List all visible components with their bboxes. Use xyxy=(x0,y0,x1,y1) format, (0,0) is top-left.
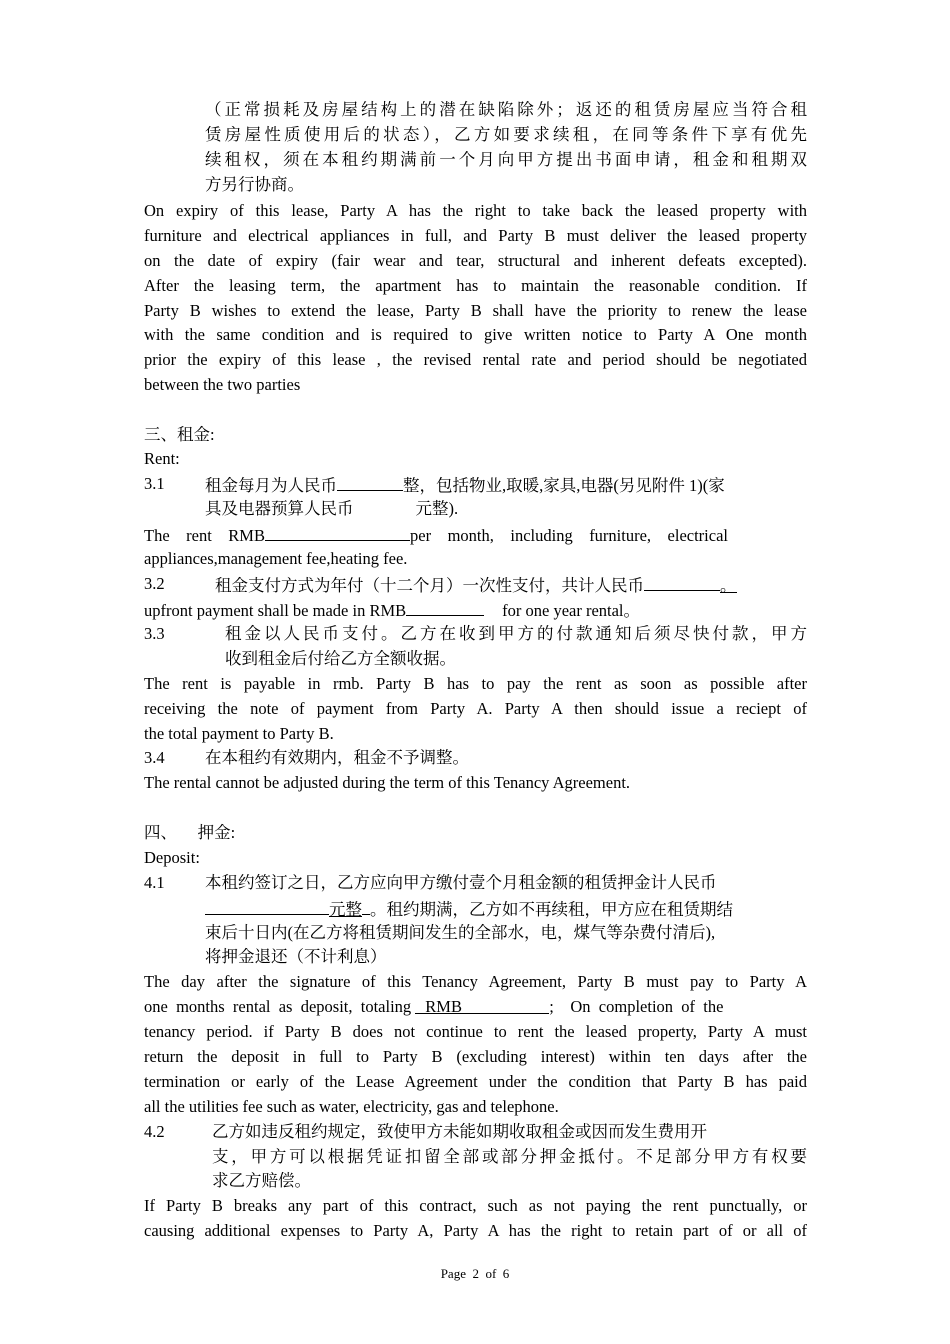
text: RMB xyxy=(425,997,462,1016)
clause-4-1-zh-line2 xyxy=(205,896,807,923)
en-text-line: The rent is payable in rmb. Party B has to pay the rent as soon as possible after xyxy=(144,674,807,693)
en-text-line: The rental cannot be adjusted during the term of this Tenancy Agreement. xyxy=(144,773,631,792)
clause-3-2-en xyxy=(144,597,807,624)
text: upfront payment shall be made in RMB xyxy=(144,601,407,620)
clause-4-1-en-line2 xyxy=(144,995,807,1020)
page-number-footer: Page 2 of 6 xyxy=(440,1266,510,1281)
zh-text-line: （正常损耗及房屋结构上的潜在缺陷除外；返还的租赁房屋应当符合租 xyxy=(205,100,807,119)
blank-underline xyxy=(265,522,410,541)
clause-number: 3.2 xyxy=(144,574,165,593)
text: 租金支付方式为年付（十二个月）一次性支付，共计人民币 xyxy=(215,576,644,595)
clause-number: 4.2 xyxy=(144,1122,165,1141)
clause-3-1-zh-line2 xyxy=(205,497,807,522)
zh-text-line: 方另行协商。 xyxy=(205,175,304,194)
en-text-line: causing additional expenses to Party A, Party A has the right to retain part of or all of xyxy=(144,1221,807,1240)
zh-text-line: 束后十日内(在乙方将租赁期间发生的全部水，电，煤气等杂费付清后), xyxy=(205,923,716,942)
text: one months rental as deposit, totaling xyxy=(144,997,412,1016)
en-text-line: between the two parties xyxy=(144,375,301,394)
text: per month, including furniture, electrical xyxy=(410,526,728,545)
en-text-line: furniture and electrical appliances in full, and Party B must deliver the leased property xyxy=(144,226,807,245)
en-text-line: Party B wishes to extend the lease, Party B shall have the priority to renew the lease xyxy=(144,301,807,320)
clause-number: 3.3 xyxy=(144,624,165,643)
text: 租金每月为人民币 xyxy=(205,476,337,495)
blank-underline xyxy=(362,896,370,915)
en-text-line: with the same condition and is required to give written notice to Party A One month xyxy=(144,325,807,344)
clause-number: 4.1 xyxy=(144,873,165,892)
zh-text-line: 将押金退还（不计利息） xyxy=(205,947,387,966)
clause-number: 3.1 xyxy=(144,474,165,493)
section-heading-en: Deposit: xyxy=(144,848,200,867)
en-text-line: After the leasing term, the apartment has to maintain the reasonable condition. If xyxy=(144,276,807,295)
en-text-line: return the deposit in full to Party B (excluding interest) within ten days after the xyxy=(144,1047,807,1066)
en-text-line: receiving the note of payment from Party A. Party A then should issue a reciept of xyxy=(144,699,807,718)
en-text-line: termination or early of the Lease Agreement under the condition that Party B has paid xyxy=(144,1072,807,1091)
text: 具及电器预算人民币 xyxy=(205,499,354,518)
zh-text-line: 本租约签订之日，乙方应向甲方缴付壹个月租金额的租赁押金计人民币 xyxy=(205,873,717,892)
en-text-line: prior the expiry of this lease , the revised rental rate and period should be negotiated xyxy=(144,350,807,369)
blank-underline xyxy=(644,572,720,591)
clause-3-1-zh-line1 xyxy=(205,472,807,499)
text: ; On completion of the xyxy=(549,997,724,1016)
text: 。租约期满，乙方如不再续租，甲方应在租赁期结 xyxy=(370,900,733,919)
en-text-line: appliances,management fee,heating fee. xyxy=(144,549,408,568)
section-heading-en: Rent: xyxy=(144,449,180,468)
text: 。 xyxy=(720,576,737,595)
text: for one year rental。 xyxy=(502,601,641,620)
zh-text-line: 乙方如违反租约规定，致使甲方未能如期收取租金或因而发生费用开 xyxy=(212,1122,707,1141)
zh-text-line: 支，甲方可以根据凭证扣留全部或部分押金抵付。不足部分甲方有权要 xyxy=(212,1147,807,1166)
text: The rent RMB xyxy=(144,526,265,545)
section-heading-zh: 四、 押金: xyxy=(144,823,236,842)
zh-text-line: 在本租约有效期内，租金不予调整。 xyxy=(205,748,469,767)
text: 整，包括物业,取暖,家具,电器(另见附件 1)(家 xyxy=(403,476,725,495)
en-text-line: on the date of expiry (fair wear and tear, structural and inherent defeats excepted). xyxy=(144,251,807,270)
clause-3-1-en-line1 xyxy=(144,522,807,549)
zh-text-line: 收到租金后付给乙方全额收据。 xyxy=(225,649,456,668)
blank-underline xyxy=(337,472,403,491)
blank-underline xyxy=(406,597,484,616)
en-text-line: The day after the signature of this Tenancy Agreement, Party B must pay to Party A xyxy=(144,972,807,991)
zh-text-line: 续租权，须在本租约期满前一个月向甲方提出书面申请，租金和租期双 xyxy=(205,150,807,169)
en-text-line: the total payment to Party B. xyxy=(144,724,334,743)
en-text-line: On expiry of this lease, Party A has the right to take back the leased property with xyxy=(144,201,807,220)
en-text-line: tenancy period. if Party B does not continue to rent the leased property, Party A must xyxy=(144,1022,807,1041)
clause-3-2-zh xyxy=(215,572,807,599)
blank-underline xyxy=(415,995,549,1014)
text: 元整 xyxy=(329,900,362,919)
clause-number: 3.4 xyxy=(144,748,165,767)
en-text-line: If Party B breaks any part of this contract, such as not paying the rent punctually, or xyxy=(144,1196,807,1215)
zh-text-line: 求乙方赔偿。 xyxy=(212,1171,311,1190)
en-text-line: all the utilities fee such as water, electricity, gas and telephone. xyxy=(144,1097,559,1116)
zh-text-line: 赁房屋性质使用后的状态），乙方如要求续租，在同等条件下享有优先 xyxy=(205,125,807,144)
text: 元整). xyxy=(415,499,459,518)
section-heading-zh: 三、租金: xyxy=(144,425,215,444)
zh-text-line: 租金以人民币支付。乙方在收到甲方的付款通知后须尽快付款，甲方 xyxy=(225,624,807,643)
blank-underline xyxy=(205,896,329,915)
